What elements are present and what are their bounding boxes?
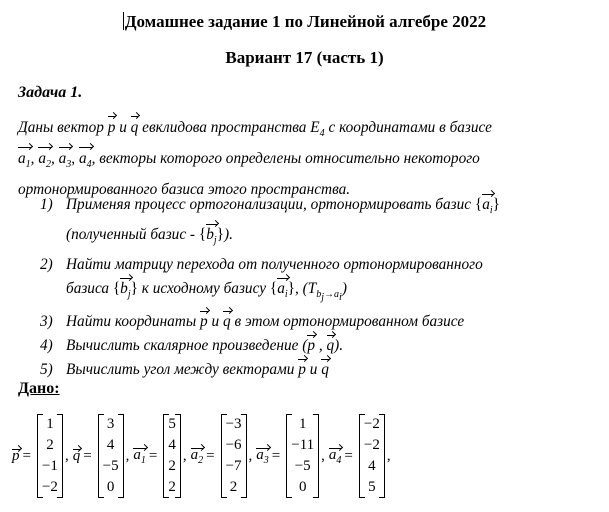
vector-label <box>191 447 218 466</box>
vector-name: $a_3$ <box>256 446 269 466</box>
step-text: к исходному базису <box>137 280 270 298</box>
document-title <box>0 12 609 32</box>
basis-a1 <box>18 146 31 177</box>
basis-a1-letter: a <box>18 150 26 168</box>
column-vector <box>221 414 247 498</box>
vector-p: p <box>200 310 208 334</box>
basis-bj <box>206 223 216 253</box>
basis-a4-sub: 4 <box>86 159 92 171</box>
given-vectors <box>12 412 395 500</box>
vector-component: −5 <box>294 458 311 474</box>
step-number: 5) <box>40 361 53 379</box>
vector-label <box>12 448 34 465</box>
separator: , <box>248 447 253 464</box>
column-vector <box>98 414 124 498</box>
equals-sign: = <box>271 447 281 464</box>
step-item: 1) Применяя процесс ортогонализации, ортонормировать базис $\{a_i\}$ (полученный базис - $\{b_j\}$). <box>40 193 600 253</box>
step-item <box>40 334 600 358</box>
vector-component: −6 <box>225 437 242 453</box>
bj-letter: b <box>206 226 214 244</box>
document-subtitle: Вариант 17 (часть 1) <box>225 48 384 67</box>
vector-component: 0 <box>298 479 307 495</box>
vector-p: p <box>298 358 306 382</box>
space-dimension: 4 <box>319 128 325 140</box>
vector-p: p <box>108 115 116 140</box>
step-item <box>40 358 600 382</box>
separator: , <box>125 447 130 464</box>
basis-ai <box>277 277 287 307</box>
step-text: Применяя процесс ортогонализации, ортонормировать базис <box>66 196 475 213</box>
vector-component: −7 <box>225 458 242 474</box>
equals-sign: = <box>206 447 215 464</box>
intro-text-1: Даны вектор <box>18 119 108 136</box>
column-vector <box>163 414 181 498</box>
vector-name: $a_1$ <box>133 446 146 466</box>
vector-name: p <box>12 447 20 464</box>
steps-list <box>40 193 600 382</box>
intro-text-5: ортонормированного базиса этого пространства. <box>18 181 351 199</box>
vector-name: q <box>72 447 81 464</box>
separator: , <box>386 447 391 464</box>
t-sub-b: b <box>316 289 322 301</box>
basis-ai <box>482 193 492 223</box>
vector-component: −2 <box>41 479 58 495</box>
vector-component: 2 <box>168 458 176 474</box>
vector-name: $a_2$ <box>190 446 204 466</box>
bj-letter: b <box>120 280 128 298</box>
given-label: Дано: <box>18 380 60 397</box>
vector-component: 2 <box>46 437 54 453</box>
intro-and: и <box>115 119 131 136</box>
equals-sign: = <box>344 447 353 464</box>
ai-sub: i <box>489 205 493 217</box>
equals-sign: = <box>83 447 92 464</box>
vector-label <box>329 447 356 466</box>
bj-sub: j <box>127 289 131 301</box>
text-cursor <box>123 12 124 30</box>
title-text: Домашнее задание 1 по Линейной алгебре 2022 <box>124 12 487 31</box>
step-text: Вычислить скалярное произведение ( <box>66 337 308 355</box>
basis-a4-letter: a <box>78 150 87 168</box>
basis-a3-letter: a <box>58 150 67 168</box>
vector-p: p <box>307 334 315 358</box>
column-vector <box>37 414 63 498</box>
vector-component: 1 <box>46 416 54 432</box>
step-text: и <box>207 313 223 331</box>
step-text: ). <box>223 226 233 244</box>
vector-component: −2 <box>363 437 380 453</box>
vector-component: −3 <box>225 416 242 432</box>
basis-a2 <box>38 146 51 177</box>
vector-component: 5 <box>368 479 376 495</box>
step-item <box>40 310 600 334</box>
vector-component: 2 <box>168 479 176 495</box>
vector-component: 2 <box>229 479 238 495</box>
ai-letter: a <box>277 280 285 298</box>
step-text: , (T <box>295 280 317 298</box>
step-text: (полученный базис - <box>66 226 199 244</box>
step-number: 2) <box>40 256 53 274</box>
vector-label <box>73 448 95 465</box>
ai-sub: i <box>284 289 288 301</box>
vector-q: q <box>223 310 231 334</box>
step-text: и <box>305 361 322 379</box>
vector-component: 4 <box>106 437 115 453</box>
basis-bj <box>120 277 130 307</box>
step-text: Вычислить угол между векторами <box>66 361 299 379</box>
basis-a3-sub: 3 <box>66 159 72 171</box>
column-vector <box>359 414 385 498</box>
bj-sub: j <box>213 235 217 247</box>
basis-a2-sub: 2 <box>45 159 51 171</box>
task-title: Задача 1. <box>18 84 83 101</box>
intro-text-3: с координатами в базисе <box>324 119 492 136</box>
vector-component: −11 <box>291 437 315 453</box>
vector-q: q <box>131 115 139 140</box>
equals-sign: = <box>148 447 158 464</box>
vector-q: q <box>327 334 335 358</box>
step-text: в этом ортонормированном базисе <box>230 313 465 331</box>
intro-text-4: , векторы которого определены относительно некоторого <box>91 150 480 168</box>
vector-component: −5 <box>102 458 119 474</box>
step-text: ) <box>341 280 347 298</box>
vector-q: q <box>321 358 329 382</box>
ai-letter: a <box>482 196 490 213</box>
separator: , <box>64 447 69 464</box>
step-text: Найти координаты <box>66 313 201 331</box>
t-sub-i: i <box>339 292 342 304</box>
intro-text-2: евклидова пространства E <box>138 119 320 136</box>
step-text: базиса <box>66 280 113 298</box>
t-sub-arrow: →a <box>324 289 340 301</box>
vector-label <box>256 447 283 466</box>
step-number: 1) <box>40 196 53 213</box>
vector-component: −1 <box>41 458 58 474</box>
vector-name: $a_4$ <box>328 446 342 466</box>
step-item: 2) Найти матрицу перехода от полученного ортонормированного базиса $\{b_j\}$ к исходному базису $\{a_i\}$, $(T_{b_j\to a_i})$ <box>40 253 600 310</box>
step-number: 4) <box>40 337 53 355</box>
vector-component: 4 <box>368 458 376 474</box>
separator: , <box>321 447 325 464</box>
step-text: Найти матрицу перехода от полученного ортонормированного <box>66 256 483 274</box>
equals-sign: = <box>22 447 31 464</box>
basis-a2-letter: a <box>38 150 46 168</box>
t-sub-j: j <box>321 292 325 304</box>
basis-a4 <box>79 146 92 177</box>
vector-component: −2 <box>363 416 380 432</box>
vector-component: 0 <box>106 479 115 495</box>
vector-component: 3 <box>106 416 115 432</box>
step-number: 3) <box>40 313 53 331</box>
vector-component: 5 <box>168 416 176 432</box>
vector-label <box>133 447 160 466</box>
basis-a3 <box>59 146 72 177</box>
step-text: ). <box>334 337 344 355</box>
basis-a1-sub: 1 <box>25 159 31 171</box>
task-description: Даны вектор p и q евклидова пространства $E_4$ с координатами в базисе $a_1$, $a_2$, $a_3$, $a_4$, векторы которого определены относительно некоторого ортонормированного базиса этого пространства. <box>18 115 593 202</box>
vector-component: 1 <box>298 416 307 432</box>
separator: , <box>182 447 187 464</box>
column-vector <box>286 414 319 498</box>
step-text: , <box>315 337 327 355</box>
vector-component: 4 <box>168 437 176 453</box>
